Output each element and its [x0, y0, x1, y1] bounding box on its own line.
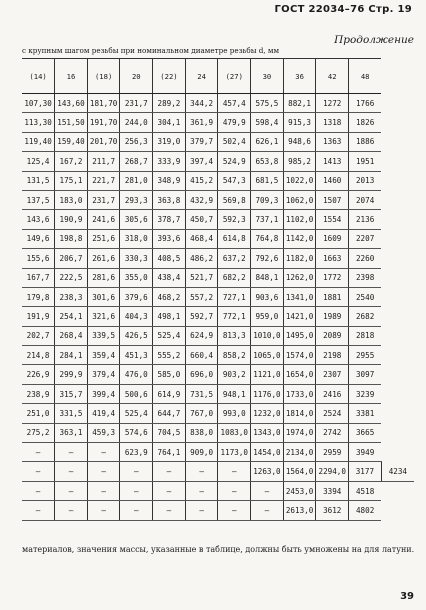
table-cell: 438,4	[153, 268, 186, 287]
table-cell: 555,2	[153, 346, 186, 365]
table-cell: 2198	[316, 346, 349, 365]
table-cell: 985,2	[283, 152, 316, 171]
column-header: 42	[316, 59, 349, 94]
table-cell: —	[87, 481, 120, 500]
table-cell: 301,6	[87, 287, 120, 306]
table-cell: 1881	[316, 287, 349, 306]
table-row	[22, 249, 414, 268]
table-cell: 848,1	[251, 268, 284, 287]
table-cell: 1554	[316, 210, 349, 229]
table-cell: 838,0	[185, 423, 218, 442]
table-cell: 201,70	[87, 132, 120, 151]
footer-note: материалов, значения массы, указанные в таблице, должны быть умножены на для латуни.	[22, 545, 415, 554]
table-cell: 915,3	[283, 113, 316, 132]
table-cell: 2818	[349, 326, 382, 345]
table-cell: 149,6	[22, 229, 55, 248]
table-row	[22, 481, 414, 500]
table-cell: 2416	[316, 384, 349, 403]
table-cell: 251,6	[87, 229, 120, 248]
table-cell: 1343,0	[251, 423, 284, 442]
table-cell: 792,6	[251, 249, 284, 268]
table-cell: 363,1	[55, 423, 88, 442]
table-cell: 415,2	[185, 171, 218, 190]
table-cell: 1232,0	[251, 404, 284, 423]
table-cell: 2742	[316, 423, 349, 442]
table-cell: 344,2	[185, 94, 218, 113]
table-cell: —	[55, 501, 88, 520]
table-cell: 585,0	[153, 365, 186, 384]
table-cell: 378,7	[153, 210, 186, 229]
table-cell: 626,1	[251, 132, 284, 151]
table-cell: 143,60	[55, 94, 88, 113]
table-row	[22, 113, 414, 132]
table-cell: 502,4	[218, 132, 251, 151]
continuation-label: Продолжение	[334, 34, 414, 46]
table-cell: —	[218, 501, 251, 520]
table-cell: 419,4	[87, 404, 120, 423]
table-cell: 151,50	[55, 113, 88, 132]
table-cell: —	[153, 501, 186, 520]
table-cell: 254,1	[55, 307, 88, 326]
table-cell: 293,3	[120, 190, 153, 209]
table-cell: 181,70	[87, 94, 120, 113]
table-cell: 241,6	[87, 210, 120, 229]
table-cell: 198,8	[55, 229, 88, 248]
table-row	[22, 326, 414, 345]
table-cell: 1272	[316, 94, 349, 113]
table-cell: 682,2	[218, 268, 251, 287]
table-cell: 281,0	[120, 171, 153, 190]
table-cell: 393,6	[153, 229, 186, 248]
table-cell: —	[153, 481, 186, 500]
table-cell: 3097	[349, 365, 382, 384]
table-cell: —	[120, 481, 153, 500]
table-cell: 331,5	[55, 404, 88, 423]
table-cell: 363,8	[153, 190, 186, 209]
column-header: (18)	[87, 59, 120, 94]
table-row	[22, 210, 414, 229]
table-body	[22, 94, 414, 521]
table-cell: 2136	[349, 210, 382, 229]
table-cell: 426,5	[120, 326, 153, 345]
table-row	[22, 171, 414, 190]
table-cell: —	[185, 462, 218, 481]
table-cell: 1663	[316, 249, 349, 268]
table-caption: с крупным шагом резьбы при номинальном диаметре резьбы d, мм	[22, 46, 280, 55]
table-row	[22, 462, 414, 481]
table-cell: 143,6	[22, 210, 55, 229]
table-cell: 557,2	[185, 287, 218, 306]
table-cell: 909,0	[185, 443, 218, 462]
table-cell: —	[22, 443, 55, 462]
table-cell: 731,5	[185, 384, 218, 403]
table-cell: 299,9	[55, 365, 88, 384]
table-cell: 222,5	[55, 268, 88, 287]
table-cell: 764,8	[251, 229, 284, 248]
table-cell: —	[55, 443, 88, 462]
table-cell: 1010,0	[251, 326, 284, 345]
table-cell: 2682	[349, 307, 382, 326]
table-cell: 1318	[316, 113, 349, 132]
table-cell: 704,5	[153, 423, 186, 442]
table-cell: 231,7	[87, 190, 120, 209]
table-row	[22, 346, 414, 365]
table-cell: —	[251, 501, 284, 520]
table-row	[22, 229, 414, 248]
table-cell: 813,3	[218, 326, 251, 345]
table-cell: 304,1	[153, 113, 186, 132]
table-cell: 574,6	[120, 423, 153, 442]
table-cell: 379,7	[185, 132, 218, 151]
table-row	[22, 190, 414, 209]
table-cell: 1263,0	[251, 462, 284, 481]
table-cell: 727,1	[218, 287, 251, 306]
table-cell: 1363	[316, 132, 349, 151]
table-cell: 159,40	[55, 132, 88, 151]
table-cell: 2524	[316, 404, 349, 423]
table-cell: 2453,0	[283, 481, 316, 500]
table-cell: 137,5	[22, 190, 55, 209]
table-cell: 397,4	[185, 152, 218, 171]
table-cell: —	[87, 443, 120, 462]
table-cell: 948,6	[283, 132, 316, 151]
table-cell: 379,4	[87, 365, 120, 384]
table-cell: 1142,0	[283, 229, 316, 248]
table-cell: 4234	[381, 462, 414, 481]
table-cell: 592,7	[185, 307, 218, 326]
table-cell: —	[87, 462, 120, 481]
table-cell: 2013	[349, 171, 382, 190]
table-cell: 2959	[316, 443, 349, 462]
table-cell: 268,4	[55, 326, 88, 345]
table-row	[22, 404, 414, 423]
table-cell: 1176,0	[251, 384, 284, 403]
table-cell: —	[22, 481, 55, 500]
table-cell: 244,0	[120, 113, 153, 132]
table-cell: 1102,0	[283, 210, 316, 229]
table-cell: 284,1	[55, 346, 88, 365]
table-cell: 361,9	[185, 113, 218, 132]
table-cell: 119,40	[22, 132, 55, 151]
table-cell: 660,4	[185, 346, 218, 365]
table-cell: 183,0	[55, 190, 88, 209]
table-cell: 525,4	[120, 404, 153, 423]
column-header: (27)	[218, 59, 251, 94]
table-cell: 1460	[316, 171, 349, 190]
table-row	[22, 94, 414, 113]
table-cell: —	[55, 481, 88, 500]
column-header: (22)	[153, 59, 186, 94]
table-cell: 107,30	[22, 94, 55, 113]
column-header: 48	[349, 59, 382, 94]
table-cell: 1454,0	[251, 443, 284, 462]
table-cell: 3949	[349, 443, 382, 462]
table-cell: 457,4	[218, 94, 251, 113]
table-cell: —	[120, 462, 153, 481]
table-cell: 1062,0	[283, 190, 316, 209]
document-header: ГОСТ 22034–76 Стр. 19	[274, 4, 412, 15]
table-cell: 330,3	[120, 249, 153, 268]
table-cell: 637,2	[218, 249, 251, 268]
table-cell: 1974,0	[283, 423, 316, 442]
table-cell: —	[153, 462, 186, 481]
table-cell: 614,8	[218, 229, 251, 248]
table-cell: 737,1	[251, 210, 284, 229]
table-cell: 569,8	[218, 190, 251, 209]
table-cell: 614,9	[153, 384, 186, 403]
table-cell: 1951	[349, 152, 382, 171]
table-cell: —	[185, 481, 218, 500]
table-cell: 1886	[349, 132, 382, 151]
table-cell: 1421,0	[283, 307, 316, 326]
table-cell: 1564,0	[283, 462, 316, 481]
table-cell: 486,2	[185, 249, 218, 268]
table-cell: 524,9	[218, 152, 251, 171]
table-cell: 1173,0	[218, 443, 251, 462]
table-cell: 238,3	[55, 287, 88, 306]
table-cell: 764,1	[153, 443, 186, 462]
table-cell: 226,9	[22, 365, 55, 384]
table-cell: 598,4	[251, 113, 284, 132]
table-cell: 653,8	[251, 152, 284, 171]
table-cell: 1341,0	[283, 287, 316, 306]
table-cell: 190,9	[55, 210, 88, 229]
table-cell: 256,3	[120, 132, 153, 151]
table-cell: 500,6	[120, 384, 153, 403]
table-cell: 1733,0	[283, 384, 316, 403]
table-cell: 175,1	[55, 171, 88, 190]
table-cell: 1495,0	[283, 326, 316, 345]
table-cell: 903,2	[218, 365, 251, 384]
table-cell: 1022,0	[283, 171, 316, 190]
table-row	[22, 501, 414, 520]
table-header-row	[22, 59, 414, 94]
table-cell: 3177	[349, 462, 382, 481]
table-cell: 206,7	[55, 249, 88, 268]
table-cell: 125,4	[22, 152, 55, 171]
table-cell: 1654,0	[283, 365, 316, 384]
table-cell: 2089	[316, 326, 349, 345]
table-cell: 696,0	[185, 365, 218, 384]
table-cell: 231,7	[120, 94, 153, 113]
table-cell: —	[55, 462, 88, 481]
table-cell: 1262,0	[283, 268, 316, 287]
table-cell: 221,7	[87, 171, 120, 190]
table-cell: 1413	[316, 152, 349, 171]
table-row	[22, 268, 414, 287]
table-cell: 2613,0	[283, 501, 316, 520]
table-cell: 359,4	[87, 346, 120, 365]
table-cell: 3665	[349, 423, 382, 442]
table-cell: 305,6	[120, 210, 153, 229]
table-cell: 1609	[316, 229, 349, 248]
table-cell: 959,0	[251, 307, 284, 326]
table-cell: 450,7	[185, 210, 218, 229]
column-header: 30	[251, 59, 284, 94]
table-row	[22, 423, 414, 442]
table-cell: 2207	[349, 229, 382, 248]
table-cell: 379,6	[120, 287, 153, 306]
table-cell: 948,1	[218, 384, 251, 403]
table-cell: 3612	[316, 501, 349, 520]
table-cell: 993,0	[218, 404, 251, 423]
column-header: 36	[283, 59, 316, 94]
table-row	[22, 443, 414, 462]
table-cell: 131,5	[22, 171, 55, 190]
table-cell: 468,4	[185, 229, 218, 248]
table-cell: 525,4	[153, 326, 186, 345]
table-cell: 858,2	[218, 346, 251, 365]
table-cell: 2260	[349, 249, 382, 268]
table-cell: —	[87, 501, 120, 520]
table-cell: 4802	[349, 501, 382, 520]
column-header: (14)	[22, 59, 55, 94]
table-cell: 261,6	[87, 249, 120, 268]
table-cell: 155,6	[22, 249, 55, 268]
table-cell: 459,3	[87, 423, 120, 442]
table-cell: 268,7	[120, 152, 153, 171]
mass-table	[22, 58, 414, 521]
table-row	[22, 132, 414, 151]
column-header: 20	[120, 59, 153, 94]
table-cell: 191,70	[87, 113, 120, 132]
table-cell: 644,7	[153, 404, 186, 423]
table-row	[22, 287, 414, 306]
table-cell: 767,0	[185, 404, 218, 423]
table-cell: 623,9	[120, 443, 153, 462]
table-cell: 408,5	[153, 249, 186, 268]
table-cell: —	[251, 481, 284, 500]
table-cell: —	[120, 501, 153, 520]
table-cell: 2074	[349, 190, 382, 209]
table-cell: 315,7	[55, 384, 88, 403]
table-cell: 1507	[316, 190, 349, 209]
table-cell: 2294,0	[316, 462, 349, 481]
table-cell: 2134,0	[283, 443, 316, 462]
table-cell: 1814,0	[283, 404, 316, 423]
table-cell: 211,7	[87, 152, 120, 171]
table-cell: 498,1	[153, 307, 186, 326]
table-cell: —	[22, 462, 55, 481]
table-cell: 1121,0	[251, 365, 284, 384]
table-cell: 167,2	[55, 152, 88, 171]
table-cell: 399,4	[87, 384, 120, 403]
column-header: 24	[185, 59, 218, 94]
table-cell: 1065,0	[251, 346, 284, 365]
table-cell: 113,30	[22, 113, 55, 132]
table-cell: 2955	[349, 346, 382, 365]
table-cell: 289,2	[153, 94, 186, 113]
table-cell: 592,3	[218, 210, 251, 229]
table-cell: 882,1	[283, 94, 316, 113]
table-row	[22, 365, 414, 384]
table-cell: 318,0	[120, 229, 153, 248]
table-cell: 3239	[349, 384, 382, 403]
table-row	[22, 384, 414, 403]
table-cell: 355,0	[120, 268, 153, 287]
table-cell: 238,9	[22, 384, 55, 403]
table-cell: 202,7	[22, 326, 55, 345]
table-cell: 251,0	[22, 404, 55, 423]
table-cell: —	[185, 501, 218, 520]
table-cell: 2398	[349, 268, 382, 287]
table-cell: 624,9	[185, 326, 218, 345]
table-cell: 191,9	[22, 307, 55, 326]
table-cell: 903,6	[251, 287, 284, 306]
table-cell: 404,3	[120, 307, 153, 326]
table-cell: 468,2	[153, 287, 186, 306]
table-cell: 1083,0	[218, 423, 251, 442]
table-cell: 167,7	[22, 268, 55, 287]
table-cell: 319,0	[153, 132, 186, 151]
table-cell: 4518	[349, 481, 382, 500]
table-cell: 214,8	[22, 346, 55, 365]
table-cell: 339,5	[87, 326, 120, 345]
table-cell: 547,3	[218, 171, 251, 190]
table-cell: 179,8	[22, 287, 55, 306]
column-header: 16	[55, 59, 88, 94]
table-cell: 1989	[316, 307, 349, 326]
table-cell: 451,3	[120, 346, 153, 365]
table-cell: 321,6	[87, 307, 120, 326]
table-cell: 3394	[316, 481, 349, 500]
table-cell: 348,9	[153, 171, 186, 190]
table-cell: 772,1	[218, 307, 251, 326]
table-cell: 1772	[316, 268, 349, 287]
table-cell: 1826	[349, 113, 382, 132]
table-cell: 521,7	[185, 268, 218, 287]
table-cell: 2540	[349, 287, 382, 306]
table-cell: 681,5	[251, 171, 284, 190]
table-cell: 575,5	[251, 94, 284, 113]
table-row	[22, 307, 414, 326]
table-cell: 432,9	[185, 190, 218, 209]
table-cell: 275,2	[22, 423, 55, 442]
table-cell: 333,9	[153, 152, 186, 171]
table-cell: 3381	[349, 404, 382, 423]
table-cell: 2307	[316, 365, 349, 384]
page-number: 39	[400, 591, 414, 602]
table-cell: 709,3	[251, 190, 284, 209]
table-cell: 1574,0	[283, 346, 316, 365]
table-cell: —	[22, 501, 55, 520]
table-cell: —	[218, 481, 251, 500]
table-cell: 1766	[349, 94, 382, 113]
table-cell: 479,9	[218, 113, 251, 132]
table-cell: —	[218, 462, 251, 481]
table-cell: 1182,0	[283, 249, 316, 268]
table-cell: 281,6	[87, 268, 120, 287]
table-row	[22, 152, 414, 171]
table-cell: 476,0	[120, 365, 153, 384]
